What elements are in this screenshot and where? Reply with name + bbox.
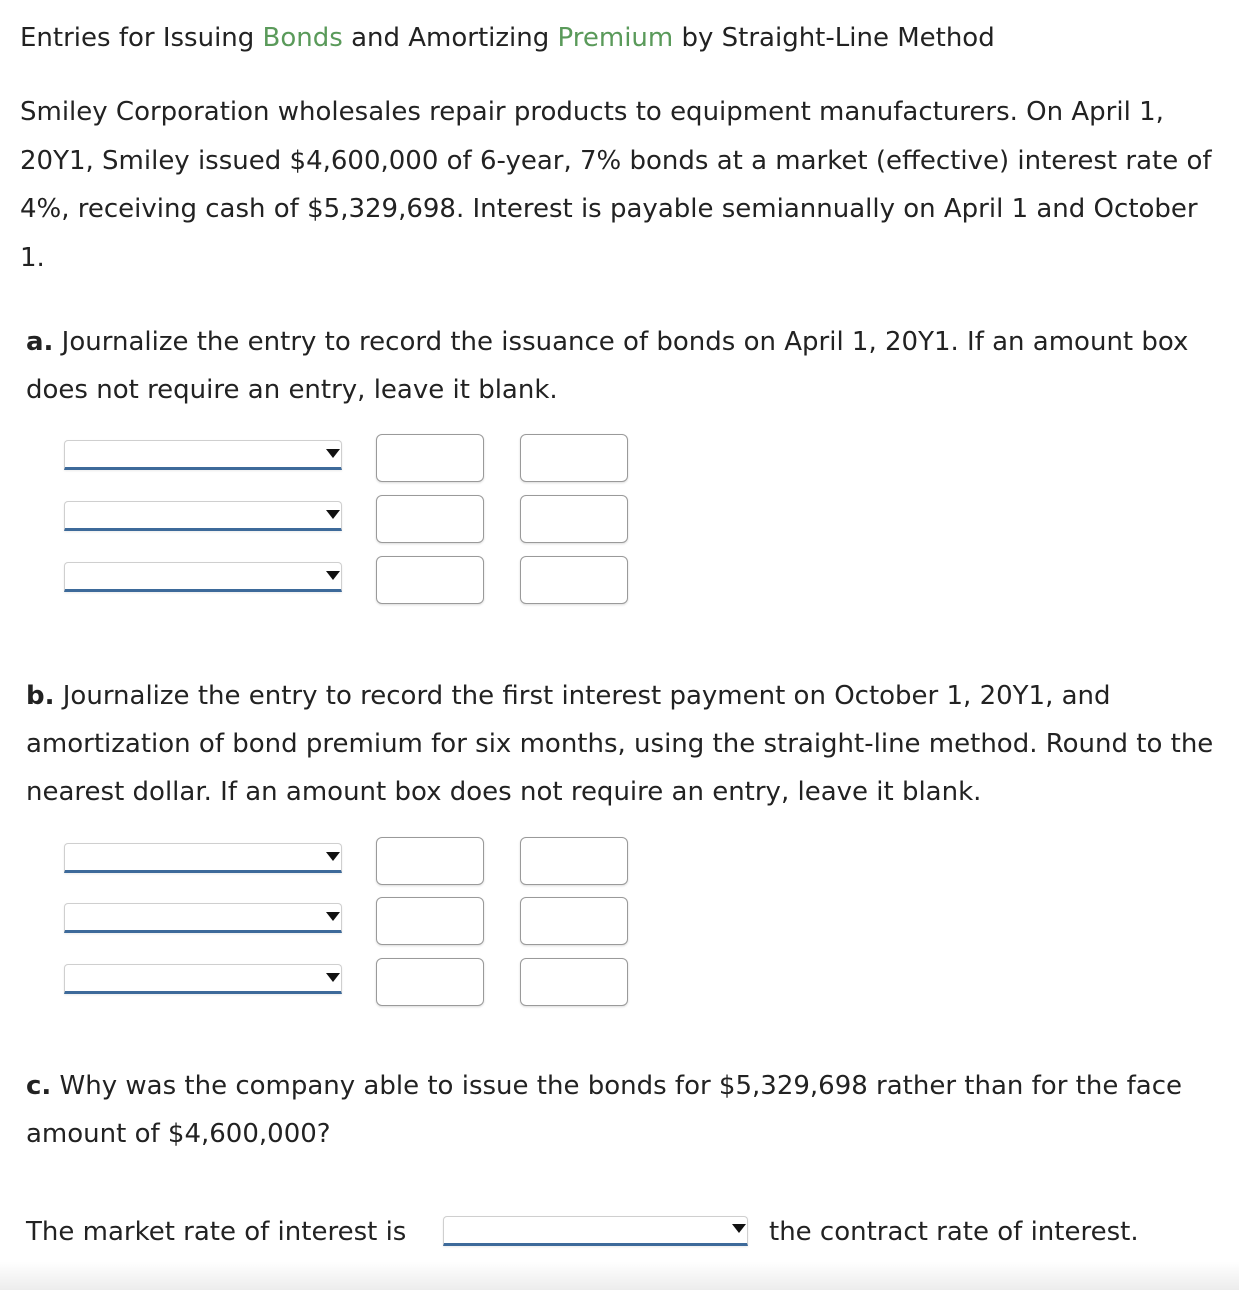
question-a-text: Journalize the entry to record the issuance of bonds on April 1, 20Y1. If an amount box does not require an entry, leave it blank. — [26, 327, 1189, 405]
account-select-a3[interactable] — [64, 562, 342, 592]
debit-input-b3[interactable] — [376, 958, 484, 1006]
dropdown-arrow-icon — [326, 852, 340, 861]
account-select-b3[interactable] — [64, 964, 342, 994]
credit-input-a2[interactable] — [520, 495, 628, 543]
problem-intro: Smiley Corporation wholesales repair products to equipment manufacturers. On April 1, 20Y1, Smiley issued $4,600,000 of 6-year, 7% bonds at a market (effective) interest rate of 4%, receiving cash of $5,329,698. Interest is payable semiannually on April 1 and October 1. — [20, 97, 1212, 273]
glossary-term-premium[interactable]: Premium — [557, 23, 674, 53]
glossary-term-bonds[interactable]: Bonds — [262, 23, 343, 53]
journal-row-a3 — [64, 556, 634, 608]
account-select-b2[interactable] — [64, 903, 342, 933]
journal-row-b3 — [64, 958, 634, 1010]
rate-comparison-select[interactable] — [443, 1216, 748, 1246]
dropdown-arrow-icon — [326, 571, 340, 580]
question-c — [26, 1062, 1221, 1158]
question-c-letter: c. — [26, 1071, 52, 1101]
question-c-text: Why was the company able to issue the bonds for $5,329,698 rather than for the face amount of $4,600,000? — [26, 1071, 1182, 1149]
account-select-a1[interactable] — [64, 440, 342, 470]
page-title: Entries for Issuing Bonds and Amortizing Premium by Straight-Line Method — [20, 23, 995, 53]
debit-input-a2[interactable] — [376, 495, 484, 543]
credit-input-b2[interactable] — [520, 897, 628, 945]
dropdown-arrow-icon — [326, 449, 340, 458]
question-a — [26, 318, 1221, 414]
bottom-fade — [0, 1262, 1239, 1290]
debit-input-a1[interactable] — [376, 434, 484, 482]
debit-input-b2[interactable] — [376, 897, 484, 945]
dropdown-arrow-icon — [326, 912, 340, 921]
dropdown-arrow-icon — [732, 1224, 746, 1233]
debit-input-a3[interactable] — [376, 556, 484, 604]
question-b-text: Journalize the entry to record the first interest payment on October 1, 20Y1, and amortization of bond premium for six months, using the straight-line method. Round to the nearest dollar. If an amount box does not require an entry, leave it blank. — [26, 681, 1214, 807]
question-a-letter: a. — [26, 327, 54, 357]
answer-sentence-end: the contract rate of interest. — [769, 1217, 1139, 1247]
credit-input-b3[interactable] — [520, 958, 628, 1006]
question-b-letter: b. — [26, 681, 55, 711]
account-select-a2[interactable] — [64, 501, 342, 531]
journal-row-a1 — [64, 434, 634, 486]
credit-input-b1[interactable] — [520, 837, 628, 885]
journal-row-b1 — [64, 837, 634, 889]
journal-row-b2 — [64, 897, 634, 949]
question-b — [26, 672, 1221, 816]
dropdown-arrow-icon — [326, 973, 340, 982]
debit-input-b1[interactable] — [376, 837, 484, 885]
credit-input-a3[interactable] — [520, 556, 628, 604]
answer-sentence-start: The market rate of interest is — [26, 1217, 407, 1247]
journal-row-a2 — [64, 495, 634, 547]
dropdown-arrow-icon — [326, 510, 340, 519]
account-select-b1[interactable] — [64, 843, 342, 873]
credit-input-a1[interactable] — [520, 434, 628, 482]
